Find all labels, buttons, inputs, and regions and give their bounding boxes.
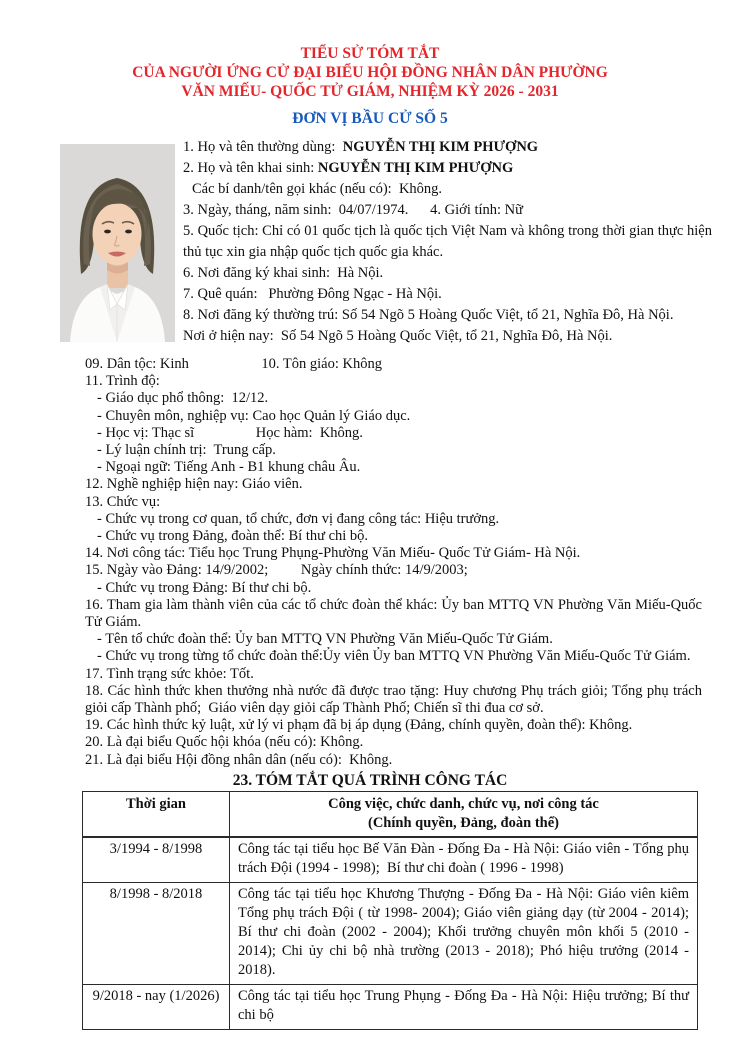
profile-line-text: 2. Họ và tên khai sinh: bbox=[183, 160, 318, 176]
detail-line bbox=[85, 562, 702, 579]
detail-line bbox=[85, 596, 706, 631]
detail-line bbox=[85, 373, 702, 390]
detail-line bbox=[85, 459, 702, 476]
career-table-header-work-line-2: (Chính quyền, Đảng, đoàn thể) bbox=[368, 814, 559, 831]
profile-line bbox=[183, 326, 712, 347]
profile-line-text: 3. Ngày, tháng, năm sinh: 04/07/1974. 4. Giới tính: Nữ bbox=[183, 202, 524, 218]
profile-line bbox=[183, 263, 712, 284]
detail-line-text: 20. Là đại biểu Quốc hội khóa (nếu có): Không. bbox=[85, 734, 364, 751]
election-unit-line: ĐƠN VỊ BẦU CỬ SỐ 5 bbox=[292, 110, 448, 127]
career-table-header-work bbox=[230, 791, 698, 837]
detail-line-text: 13. Chức vụ: bbox=[85, 493, 161, 510]
profile-line bbox=[183, 305, 712, 326]
document-title-line-2: CỦA NGƯỜI ỨNG CỬ ĐẠI BIỂU HỘI ĐỒNG NHÂN DÂN PHƯỜNG bbox=[132, 64, 608, 81]
detail-line-text: - Chuyên môn, nghiệp vụ: Cao học Quản lý Giáo dục. bbox=[97, 407, 411, 424]
detail-line-text: - Chức vụ trong từng tổ chức đoàn thể:Ủy viên Ủy ban MTTQ VN Phường Văn Miếu-Quốc Tử Giám. bbox=[97, 648, 691, 665]
detail-line bbox=[85, 476, 702, 493]
profile-line-text: 7. Quê quán: Phường Đông Ngạc - Hà Nội. bbox=[183, 286, 442, 302]
detail-line bbox=[85, 390, 702, 407]
detail-line-text: - Ngoại ngữ: Tiếng Anh - B1 khung châu Âu. bbox=[97, 459, 361, 476]
detail-line bbox=[85, 511, 702, 528]
candidate-name: NGUYỄN THỊ KIM PHƯỢNG bbox=[342, 139, 539, 155]
detail-items-9-21 bbox=[0, 356, 740, 769]
profile-line bbox=[183, 179, 712, 200]
profile-line-text: Nơi ở hiện nay: Số 54 Ngõ 5 Hoàng Quốc Việt, tổ 21, Nghĩa Đô, Hà Nội. bbox=[183, 328, 613, 344]
detail-line bbox=[85, 631, 702, 648]
career-table-row bbox=[83, 882, 698, 984]
career-history-table bbox=[82, 791, 698, 1030]
detail-line bbox=[85, 734, 702, 751]
career-row-time: 9/2018 - nay (1/2026) bbox=[83, 984, 230, 1029]
career-row-work: Công tác tại tiểu học Bế Văn Đàn - Đống Đa - Hà Nội: Giáo viên - Tổng phụ trách Đội (1994 - 1998); Bí thư chi đoàn ( 1996 - 1998) bbox=[230, 837, 698, 883]
career-table-row bbox=[83, 837, 698, 883]
document-header bbox=[0, 44, 740, 128]
detail-line-text: 21. Là đại biểu Hội đồng nhân dân (nếu có): Không. bbox=[85, 751, 393, 768]
detail-line-text: 11. Trình độ: bbox=[85, 373, 160, 390]
detail-line-text: - Học vị: Thạc sĩ Học hàm: Không. bbox=[97, 424, 363, 441]
profile-line bbox=[183, 221, 716, 263]
detail-line-text: 16. Tham gia làm thành viên của các tổ chức đoàn thể khác: Ủy ban MTTQ VN Phường Văn Miếu-Quốc Tử Giám. bbox=[85, 596, 706, 631]
profile-line-text: 5. Quốc tịch: Chỉ có 01 quốc tịch là quốc tịch Việt Nam và không trong thời gian thực hiện thủ tục xin gia nhập quốc tịch quốc gia khác. bbox=[183, 223, 716, 260]
career-row-work: Công tác tại tiểu học Khương Thượng - Đống Đa - Hà Nội: Giáo viên kiêm Tổng phụ trách Đội ( từ 1998- 2004); Giáo viên giảng dạy (từ 2004 - 2014); Bí thư chi đoàn (2002 - 2004); Khối trưởng chuyên môn khối 5 (2010 - 2014); Chi ủy chi bộ nhà trường (2013 - 2018); Phó hiệu trưởng (2014 - 2018). bbox=[230, 882, 698, 984]
career-table-header-work-line-1: Công việc, chức danh, chức vụ, nơi công tác bbox=[328, 795, 599, 812]
detail-line bbox=[85, 528, 702, 545]
career-row-time: 8/1998 - 8/2018 bbox=[83, 882, 230, 984]
document-title-line-3: VĂN MIẾU- QUỐC TỬ GIÁM, NHIỆM KỲ 2026 - 2031 bbox=[181, 83, 559, 100]
detail-line-text: 15. Ngày vào Đảng: 14/9/2002; Ngày chính thức: 14/9/2003; bbox=[85, 562, 468, 579]
profile-items-1-8 bbox=[183, 137, 716, 347]
detail-line bbox=[85, 494, 702, 511]
profile-line bbox=[183, 284, 712, 305]
detail-line-text: 14. Nơi công tác: Tiểu học Trung Phụng-Phường Văn Miếu- Quốc Tử Giám- Hà Nội. bbox=[85, 545, 581, 562]
detail-line bbox=[85, 752, 702, 769]
detail-line-text: - Chức vụ trong Đảng, đoàn thể: Bí thư chi bộ. bbox=[97, 528, 369, 545]
detail-line-text: - Giáo dục phổ thông: 12/12. bbox=[97, 390, 269, 407]
detail-line-text: - Chức vụ trong Đảng: Bí thư chi bộ. bbox=[97, 579, 312, 596]
detail-line-text: 09. Dân tộc: Kinh 10. Tôn giáo: Không bbox=[85, 356, 382, 372]
profile-line bbox=[183, 137, 712, 158]
career-table-header-time: Thời gian bbox=[83, 791, 230, 837]
detail-line-text: - Lý luận chính trị: Trung cấp. bbox=[97, 442, 276, 459]
detail-line-text: - Tên tổ chức đoàn thể: Ủy ban MTTQ VN Phường Văn Miếu-Quốc Tử Giám. bbox=[97, 631, 553, 648]
detail-line-text: - Chức vụ trong cơ quan, tổ chức, đơn vị đang công tác: Hiệu trưởng. bbox=[97, 510, 500, 527]
profile-line-text: Các bí danh/tên gọi khác (nếu có): Không. bbox=[192, 181, 443, 197]
detail-line-text: 12. Nghề nghiệp hiện nay: Giáo viên. bbox=[85, 476, 303, 493]
detail-line bbox=[85, 648, 702, 665]
candidate-name: NGUYỄN THỊ KIM PHƯỢNG bbox=[317, 160, 514, 176]
career-table-header-row bbox=[83, 791, 698, 837]
profile-line-text: 1. Họ và tên thường dùng: bbox=[183, 139, 343, 155]
career-table-row bbox=[83, 984, 698, 1029]
detail-line bbox=[85, 682, 706, 717]
profile-line bbox=[183, 200, 712, 221]
document-title-line-1: TIỂU SỬ TÓM TẮT bbox=[300, 45, 440, 62]
detail-line bbox=[85, 717, 702, 734]
detail-line bbox=[85, 425, 702, 442]
profile-line-text: 6. Nơi đăng ký khai sinh: Hà Nội. bbox=[183, 265, 384, 281]
detail-line bbox=[85, 408, 702, 425]
candidate-photo bbox=[60, 144, 175, 342]
detail-line bbox=[85, 356, 702, 373]
detail-line bbox=[85, 442, 702, 459]
candidate-photo-illustration bbox=[60, 144, 175, 342]
detail-line-text: 18. Các hình thức khen thưởng nhà nước đã được trao tặng: Huy chương Phụ trách giỏi; Tổng phụ trách giỏi cấp Thành phố; Giáo viên dạy giỏi cấp Thành Phố; Chiến sĩ thi đua cơ sở. bbox=[85, 682, 706, 717]
detail-line-text: 19. Các hình thức kỷ luật, xử lý vi phạm đã bị áp dụng (Đảng, chính quyền, đoàn thể): Không. bbox=[85, 717, 633, 734]
career-row-time: 3/1994 - 8/1998 bbox=[83, 837, 230, 883]
profile-line-text: 8. Nơi đăng ký thường trú: Số 54 Ngõ 5 Hoàng Quốc Việt, tổ 21, Nghĩa Đô, Hà Nội. bbox=[183, 307, 674, 323]
profile-line bbox=[183, 158, 712, 179]
career-section-title: 23. TÓM TẮT QUÁ TRÌNH CÔNG TÁC bbox=[232, 771, 508, 789]
detail-line bbox=[85, 580, 702, 597]
career-row-work: Công tác tại tiểu học Trung Phụng - Đống Đa - Hà Nội: Hiệu trưởng; Bí thư chi bộ bbox=[230, 984, 698, 1029]
detail-line bbox=[85, 545, 702, 562]
top-section bbox=[0, 137, 740, 349]
detail-line bbox=[85, 666, 702, 683]
detail-line-text: 17. Tình trạng sức khỏe: Tốt. bbox=[85, 665, 254, 682]
